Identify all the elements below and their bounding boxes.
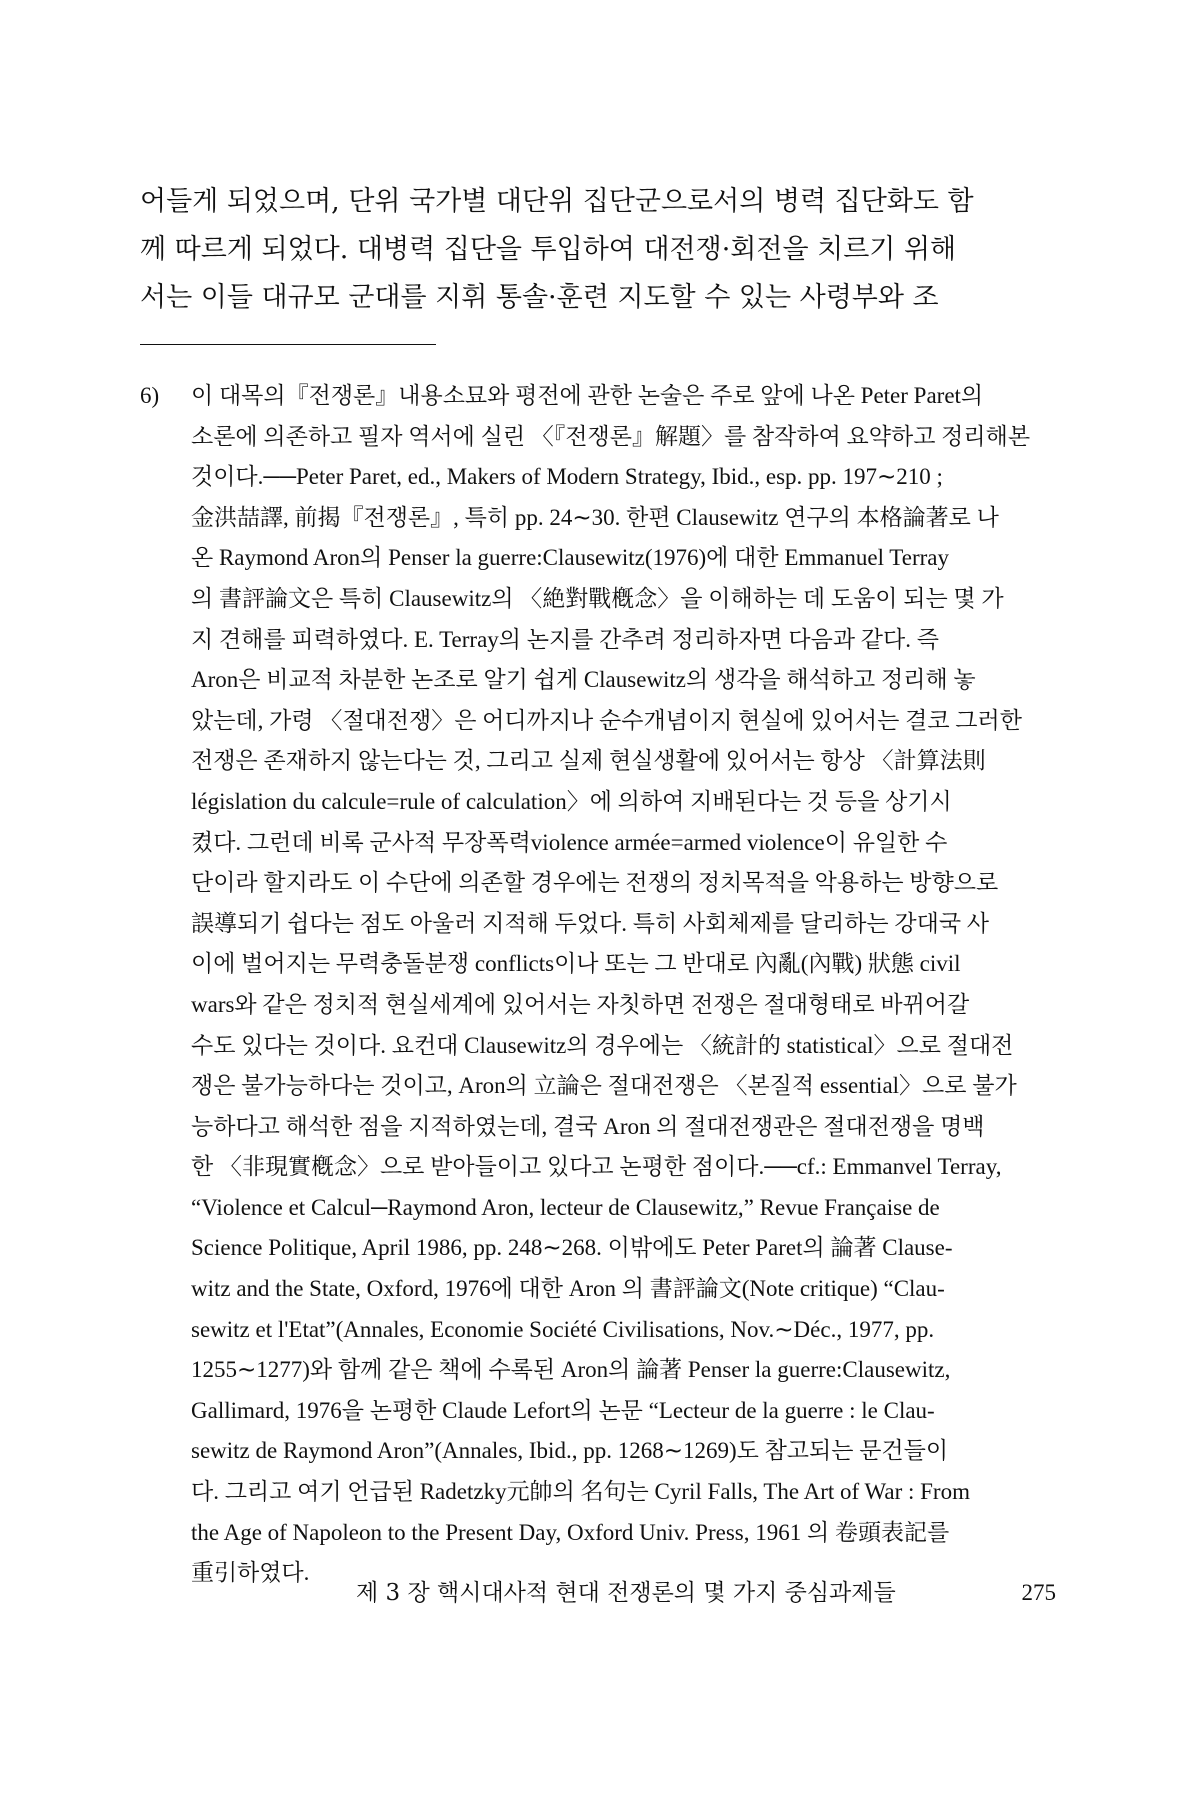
footnote-line: 重引하였다. xyxy=(191,1560,310,1586)
footnote-line: sewitz de Raymond Aron”(Annales, Ibid., pp. 1268∼1269)도 참고되는 문건들이 xyxy=(191,1438,949,1464)
footnote-line xyxy=(140,376,1065,417)
footnote-line: 1255∼1277)와 함께 같은 책에 수록된 Aron의 論著 Penser la guerre:Clausewitz, xyxy=(191,1357,951,1383)
footnote-line: “Violence et Calcul─Raymond Aron, lecteur de Clausewitz,” Revue Française de xyxy=(191,1194,940,1220)
footnote-line: 쟁은 불가능하다는 것이고, Aron의 立論은 절대전쟁은 〈본질적 essential〉으로 불가 xyxy=(191,1073,1017,1099)
footnote-line: wars와 같은 정치적 현실세계에 있어서는 자칫하면 전쟁은 절대형태로 바뀌어갈 xyxy=(191,991,970,1017)
footnote-separator xyxy=(140,344,436,345)
footnote-line: 수도 있다는 것이다. 요컨대 Clausewitz의 경우에는 〈統計的 statistical〉으로 절대전 xyxy=(191,1032,1014,1058)
footnote-line: Science Politique, April 1986, pp. 248∼268. 이밖에도 Peter Paret의 論著 Clause- xyxy=(191,1235,953,1261)
footnote-line: 다. 그리고 여기 언급된 Radetzky元帥의 名句는 Cyril Falls, The Art of War : From xyxy=(191,1479,970,1505)
page-footer xyxy=(356,1578,1060,1608)
footnote-line-text: 이 대목의『전쟁론』내용소묘와 평전에 관한 논술은 주로 앞에 나온 Peter Paret의 xyxy=(191,383,984,408)
footnote-line: 았는데, 가령 〈절대전쟁〉은 어디까지나 순수개념이지 현실에 있어서는 결코 그러한 xyxy=(191,707,1022,733)
footnote-line: 단이라 할지라도 이 수단에 의존할 경우에는 전쟁의 정치목적을 악용하는 방향으로 xyxy=(191,870,999,896)
body-line: 께 따르게 되었다. 대병력 집단을 투입하여 대전쟁·회전을 치르기 위해 xyxy=(140,234,957,265)
footnote-line: 것이다.──Peter Paret, ed., Makers of Modern Strategy, Ibid., esp. pp. 197∼210 ; xyxy=(191,464,943,490)
body-line: 어들게 되었으며, 단위 국가별 대단위 집단군으로서의 병력 집단화도 함 xyxy=(140,186,974,217)
footnote-line: 의 書評論文은 특히 Clausewitz의 〈絶對戰槪念〉을 이해하는 데 도움이 되는 몇 가 xyxy=(191,585,1004,611)
footnote-line: Aron은 비교적 차분한 논조로 알기 쉽게 Clausewitz의 생각을 해석하고 정리해 놓 xyxy=(191,667,976,693)
footnote-line: 한 〈非現實槪念〉으로 받아들이고 있다고 논평한 점이다.──cf.: Emmanvel Terray, xyxy=(191,1154,1002,1180)
footnote-line: the Age of Napoleon to the Present Day, Oxford Univ. Press, 1961 의 卷頭表記를 xyxy=(191,1519,950,1545)
footnote-line: 전쟁은 존재하지 않는다는 것, 그리고 실제 현실생활에 있어서는 항상 〈計算法則 xyxy=(191,748,986,774)
running-head: 제 3 장 핵시대사적 현대 전쟁론의 몇 가지 중심과제들 xyxy=(356,1580,896,1606)
footnote-line: 金洪喆譯, 前揭『전쟁론』, 특히 pp. 24∼30. 한편 Clausewitz 연구의 本格論著로 나 xyxy=(191,504,999,530)
footnote-line: 誤導되기 쉽다는 점도 아울러 지적해 두었다. 특히 사회체제를 달리하는 강대국 사 xyxy=(191,910,990,936)
page-number: 275 xyxy=(1021,1580,1056,1605)
footnote-line: Gallimard, 1976을 논평한 Claude Lefort의 논문 “Lecteur de la guerre : le Clau- xyxy=(191,1397,935,1423)
footnote-line: 능하다고 해석한 점을 지적하였는데, 결국 Aron 의 절대전쟁관은 절대전쟁을 명백 xyxy=(191,1113,985,1139)
footnote-line: 지 견해를 피력하였다. E. Terray의 논지를 간추려 정리하자면 다음과 같다. 즉 xyxy=(191,626,939,652)
footnote-line: 소론에 의존하고 필자 역서에 실린 〈『전쟁론』解題〉를 참작하여 요약하고 정리해본 xyxy=(191,423,1031,449)
footnote-6 xyxy=(140,376,1065,1594)
body-line: 서는 이들 대규모 군대를 지휘 통솔·훈련 지도할 수 있는 사령부와 조 xyxy=(140,282,939,313)
footnote-line: 켰다. 그런데 비록 군사적 무장폭력violence armée=armed violence이 유일한 수 xyxy=(191,829,948,855)
footnote-line: 온 Raymond Aron의 Penser la guerre:Clausewitz(1976)에 대한 Emmanuel Terray xyxy=(191,545,949,571)
footnote-line: witz and the State, Oxford, 1976에 대한 Aron 의 書評論文(Note critique) “Clau- xyxy=(191,1276,945,1302)
body-paragraph xyxy=(140,178,1060,322)
footnote-line: 이에 벌어지는 무력충돌분쟁 conflicts이나 또는 그 반대로 內亂(內戰) 狀態 civil xyxy=(191,951,961,977)
footnote-line: législation du calcule=rule of calculation〉에 의하여 지배된다는 것 등을 상기시 xyxy=(191,788,952,814)
footnote-number: 6) xyxy=(140,383,160,408)
footnote-line: sewitz et l'Etat”(Annales, Economie Société Civilisations, Nov.∼Déc., 1977, pp. xyxy=(191,1316,935,1342)
